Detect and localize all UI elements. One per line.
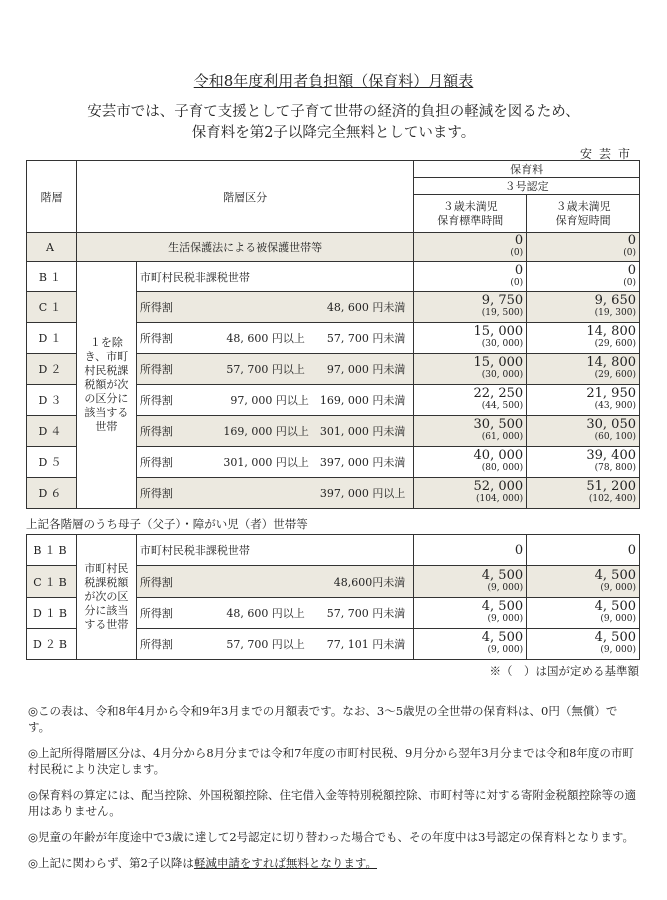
- row-class: 所得割 48,600円未満: [136, 566, 413, 598]
- short-fee: 4, 500 (9, 000): [527, 598, 640, 629]
- row-class: 所得割 97, 000 円以上 169, 000 円未満: [136, 385, 413, 416]
- short-fee: 14, 800 (29, 600): [527, 354, 640, 385]
- city-name: 安芸市: [579, 147, 637, 161]
- row-level: B１B: [27, 535, 77, 566]
- section2-label: 上記各階層のうち母子（父子）・障がい児（者）世帯等: [26, 517, 308, 531]
- row-class: 所得割 301, 000 円以上 397, 000 円未満: [136, 447, 413, 478]
- row-level: D４: [27, 416, 77, 447]
- std-fee: 0 (0): [414, 262, 527, 292]
- row-level: D１: [27, 323, 77, 354]
- free-application-note: 軽減申請をすれば無料となります。: [193, 856, 378, 870]
- std-fee: 9, 750 (19, 500): [414, 292, 527, 323]
- note-item-last: ◎上記に関わらず、第2子以降は軽減申請をすれば無料となります。: [28, 856, 378, 870]
- std-fee: 0 (0): [414, 233, 527, 262]
- short-fee: 30, 050 (60, 100): [527, 416, 640, 447]
- table-row: [27, 233, 640, 262]
- std-fee: 30, 500 (61, 000): [414, 416, 527, 447]
- row-level: A: [27, 233, 77, 262]
- row-class: 所得割 57, 700 円以上 77, 101 円未満: [136, 629, 413, 660]
- row-level: B１: [27, 262, 77, 292]
- row-class: 生活保護法による被保護世帯等: [76, 233, 413, 262]
- single-parent-table: [26, 534, 640, 660]
- fee-table: [26, 160, 640, 509]
- short-fee: 51, 200 (102, 400): [527, 478, 640, 509]
- note-item: ◎この表は、令和8年4月から令和9年3月までの月額表です。なお、3～5歳児の全世帯の保育料は、0円（無償）です。: [28, 704, 618, 734]
- row-level: D２B: [27, 629, 77, 660]
- std-fee: 22, 250 (44, 500): [414, 385, 527, 416]
- header-standard: ３歳未満児 保育標準時間: [414, 195, 527, 233]
- table-row: [27, 535, 640, 566]
- intro-text: 安芸市では、子育て支援として子育て世帯の経済的負担の軽減を図るため、 保育料を第2子以降完全無料としています。: [87, 104, 580, 141]
- row-level: D３: [27, 385, 77, 416]
- header-classification: 階層区分: [76, 161, 413, 233]
- header-fee: 保育料: [414, 161, 640, 178]
- row-class: 市町村民税非課税世帯: [136, 262, 413, 292]
- side-label: １を除き、市町村民税課税額が次の区分に該当する世帯: [76, 262, 136, 509]
- row-class: 所得割 48, 600 円以上 57, 700 円未満: [136, 598, 413, 629]
- std-fee: 4, 500 (9, 000): [414, 598, 527, 629]
- row-level: D５: [27, 447, 77, 478]
- row-level: D１B: [27, 598, 77, 629]
- note-item: ◎児童の年齢が年度途中で3歳に達して2号認定に切り替わった場合でも、その年度中は3号認定の保育料となります。: [28, 830, 634, 844]
- header-cert: ３号認定: [414, 178, 640, 195]
- short-fee: 0 (0): [527, 233, 640, 262]
- short-fee: 39, 400 (78, 800): [527, 447, 640, 478]
- table-row: [27, 262, 640, 292]
- row-level: C１: [27, 292, 77, 323]
- row-class: 所得割 48, 600 円未満: [136, 292, 413, 323]
- base-amount-note: ※（ ）は国が定める基準額: [489, 664, 639, 678]
- short-fee: 14, 800 (29, 600): [527, 323, 640, 354]
- std-fee: 4, 500 (9, 000): [414, 629, 527, 660]
- row-class: 所得割 48, 600 円以上 57, 700 円未満: [136, 323, 413, 354]
- header-level: 階層: [27, 161, 77, 233]
- short-fee: 21, 950 (43, 900): [527, 385, 640, 416]
- page-title: 令和8年度利用者負担額（保育料）月額表: [193, 72, 474, 90]
- header-short: ３歳未満児 保育短時間: [527, 195, 640, 233]
- note-item: ◎上記所得階層区分は、4月分から8月分までは令和7年度の市町村民税、9月分から翌年3月分までは令和8年度の市町村民税により決定します。: [28, 746, 634, 776]
- note-item: ◎保育料の算定には、配当控除、外国税額控除、住宅借入金等特別税額控除、市町村等に対する寄附金税額控除等の適用はありません。: [28, 788, 637, 818]
- std-fee: 4, 500 (9, 000): [414, 566, 527, 598]
- short-fee: 9, 650 (19, 300): [527, 292, 640, 323]
- short-fee: 4, 500 (9, 000): [527, 566, 640, 598]
- side-label: 市町村民税課税額が次の区分に該当する世帯: [76, 535, 136, 660]
- row-class: 市町村民税非課税世帯: [136, 535, 413, 566]
- std-fee: 52, 000 (104, 000): [414, 478, 527, 509]
- row-class: 所得割 57, 700 円以上 97, 000 円未満: [136, 354, 413, 385]
- row-level: D６: [27, 478, 77, 509]
- short-fee: 0: [527, 535, 640, 566]
- std-fee: 15, 000 (30, 000): [414, 354, 527, 385]
- notes-section: [28, 703, 638, 881]
- std-fee: 0: [414, 535, 527, 566]
- std-fee: 40, 000 (80, 000): [414, 447, 527, 478]
- short-fee: 4, 500 (9, 000): [527, 629, 640, 660]
- row-level: D２: [27, 354, 77, 385]
- short-fee: 0 (0): [527, 262, 640, 292]
- row-level: C１B: [27, 566, 77, 598]
- row-class: 所得割 169, 000 円以上 301, 000 円未満: [136, 416, 413, 447]
- row-class: 所得割 397, 000 円以上: [136, 478, 413, 509]
- std-fee: 15, 000 (30, 000): [414, 323, 527, 354]
